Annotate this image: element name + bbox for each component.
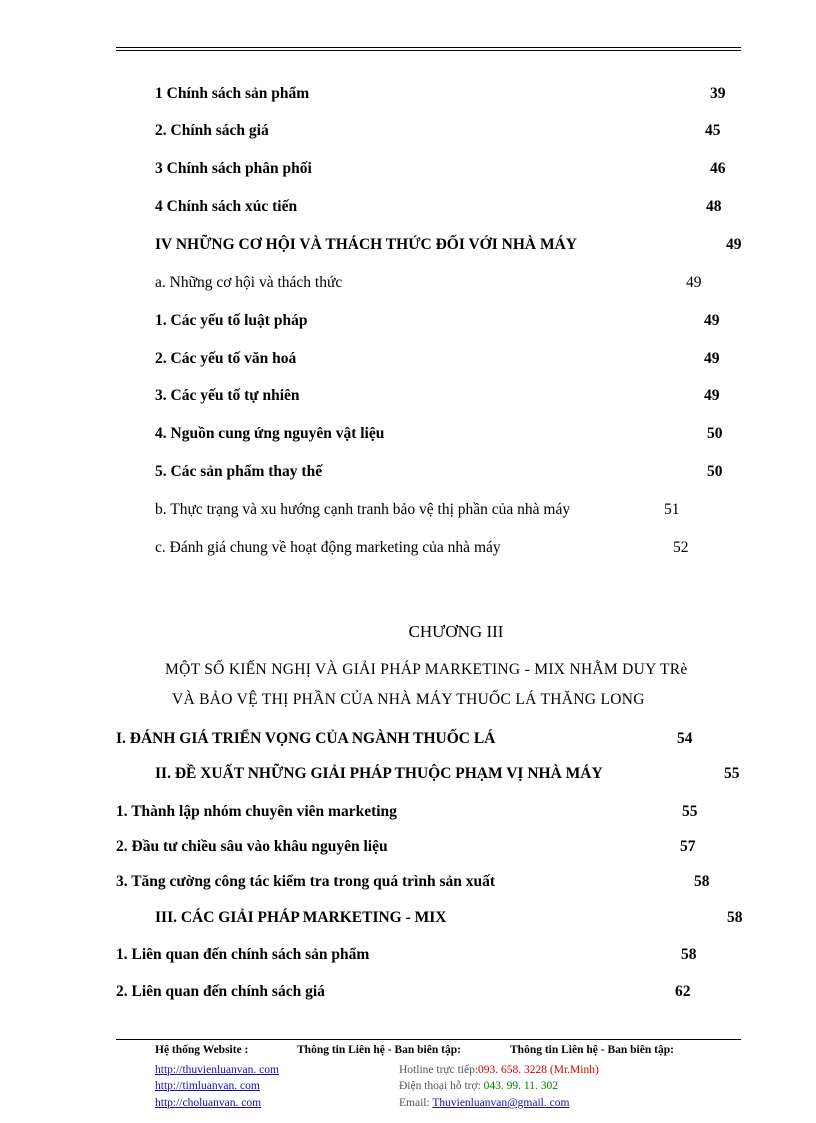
toc-entry-page: 51 (664, 501, 680, 518)
toc-entry-page: 49 (704, 312, 720, 329)
footer-contact-title-2: Thông tin Liên hệ - Ban biên tập: (510, 1044, 674, 1056)
email-label: Email: (399, 1097, 430, 1109)
footer-link-choluanvan[interactable]: http://choluanvan. com (155, 1097, 262, 1109)
toc-entry-label: 5. Các sản phẩm thay thế (155, 463, 323, 480)
toc-entry-label: III. CÁC GIẢI PHÁP MARKETING - MIX (155, 909, 447, 926)
footer-contact-title: Thông tin Liên hệ - Ban biên tập: (297, 1044, 461, 1056)
toc-entry-label: 1. Các yếu tố luật pháp (155, 312, 308, 329)
chapter-subtitle-line-1: MỘT SỐ KIẾN NGHỊ VÀ GIẢI PHÁP MARKETING - MIX NHẰM DUY TRè (165, 661, 688, 678)
phone-label: Điện thoại hỗ trợ: (399, 1080, 481, 1092)
toc-entry-label: I. ĐÁNH GIÁ TRIỂN VỌNG CỦA NGÀNH THUỐC LÁ (116, 730, 496, 747)
toc-entry-page: 52 (673, 539, 689, 556)
toc-entry-page: 58 (681, 946, 697, 963)
footer-email (399, 1097, 569, 1109)
toc-entry-page: 54 (677, 730, 693, 747)
toc-entry-label: 2. Các yếu tố văn hoá (155, 350, 297, 367)
toc-entry-page: 58 (694, 873, 710, 890)
header-rule (116, 47, 741, 48)
toc-entry-page: 45 (705, 122, 721, 139)
toc-entry-page: 50 (707, 463, 723, 480)
toc-entry-label: 3. Tăng cường công tác kiểm tra trong quá trình sản xuất (116, 873, 496, 890)
toc-entry-label: 4 Chính sách xúc tiến (155, 198, 298, 215)
chapter-subtitle-line-2: VÀ BẢO VỆ THỊ PHẦN CỦA NHÀ MÁY THUỐC LÁ THĂNG LONG (172, 691, 645, 708)
toc-entry-label: 2. Liên quan đến chính sách giá (116, 983, 325, 1000)
toc-entry-page: 62 (675, 983, 691, 1000)
toc-entry-page: 49 (686, 274, 702, 291)
toc-entry-page: 39 (710, 85, 726, 102)
toc-entry-page: 49 (726, 236, 742, 253)
footer-link-thuvienluanvan[interactable]: http://thuvienluanvan. com (155, 1064, 279, 1076)
toc-entry-label: 2. Chính sách giá (155, 122, 269, 139)
footer-phone (399, 1080, 558, 1092)
toc-entry-page: 57 (680, 838, 696, 855)
footer-link-timluanvan[interactable]: http://timluanvan. com (155, 1080, 260, 1092)
hotline-value: 093. 658. 3228 (Mr.Minh) (478, 1064, 599, 1076)
footer-hotline (399, 1064, 599, 1076)
toc-entry-label: 3. Các yếu tố tự nhiên (155, 387, 300, 404)
hotline-label: Hotline trực tiếp: (399, 1064, 479, 1076)
toc-entry-page: 49 (704, 350, 720, 367)
email-link[interactable]: Thuvienluanvan@gmail. com (432, 1097, 570, 1109)
toc-entry-label: 1. Thành lập nhóm chuyên viên marketing (116, 803, 397, 820)
footer-rule (116, 1039, 741, 1040)
toc-entry-page: 55 (724, 765, 740, 782)
toc-entry-label: IV NHỮNG CƠ HỘI VÀ THÁCH THỨC ĐỐI VỚI NHÀ MÁY (155, 236, 577, 253)
toc-entry-page: 50 (707, 425, 723, 442)
toc-entry-page: 55 (682, 803, 698, 820)
toc-entry-page: 46 (710, 160, 726, 177)
header-rule-2 (116, 50, 741, 51)
toc-entry-label: a. Những cơ hội và thách thức (155, 274, 343, 291)
toc-entry-label: c. Đánh giá chung về hoạt động marketing của nhà máy (155, 539, 501, 556)
chapter-title: CHƯƠNG III (408, 622, 504, 641)
toc-entry-page: 48 (706, 198, 722, 215)
toc-entry-label: II. ĐỀ XUẤT NHỮNG GIẢI PHÁP THUỘC PHẠM VỊ NHÀ MÁY (155, 765, 603, 782)
toc-entry-label: 4. Nguồn cung ứng nguyên vật liệu (155, 425, 385, 442)
phone-value: 043. 99. 11. 302 (483, 1080, 558, 1092)
toc-entry-label: 1. Liên quan đến chính sách sản phẩm (116, 946, 370, 963)
footer-websites-title: Hệ thống Website : (155, 1044, 249, 1056)
toc-entry-page: 58 (727, 909, 743, 926)
toc-entry-label: 3 Chính sách phân phối (155, 160, 312, 177)
toc-entry-label: 1 Chính sách sản phẩm (155, 85, 310, 102)
toc-entry-label: 2. Đầu tư chiều sâu vào khâu nguyên liệu (116, 838, 388, 855)
toc-entry-page: 49 (704, 387, 720, 404)
toc-entry-label: b. Thực trạng và xu hướng cạnh tranh bảo vệ thị phần của nhà máy (155, 501, 571, 518)
